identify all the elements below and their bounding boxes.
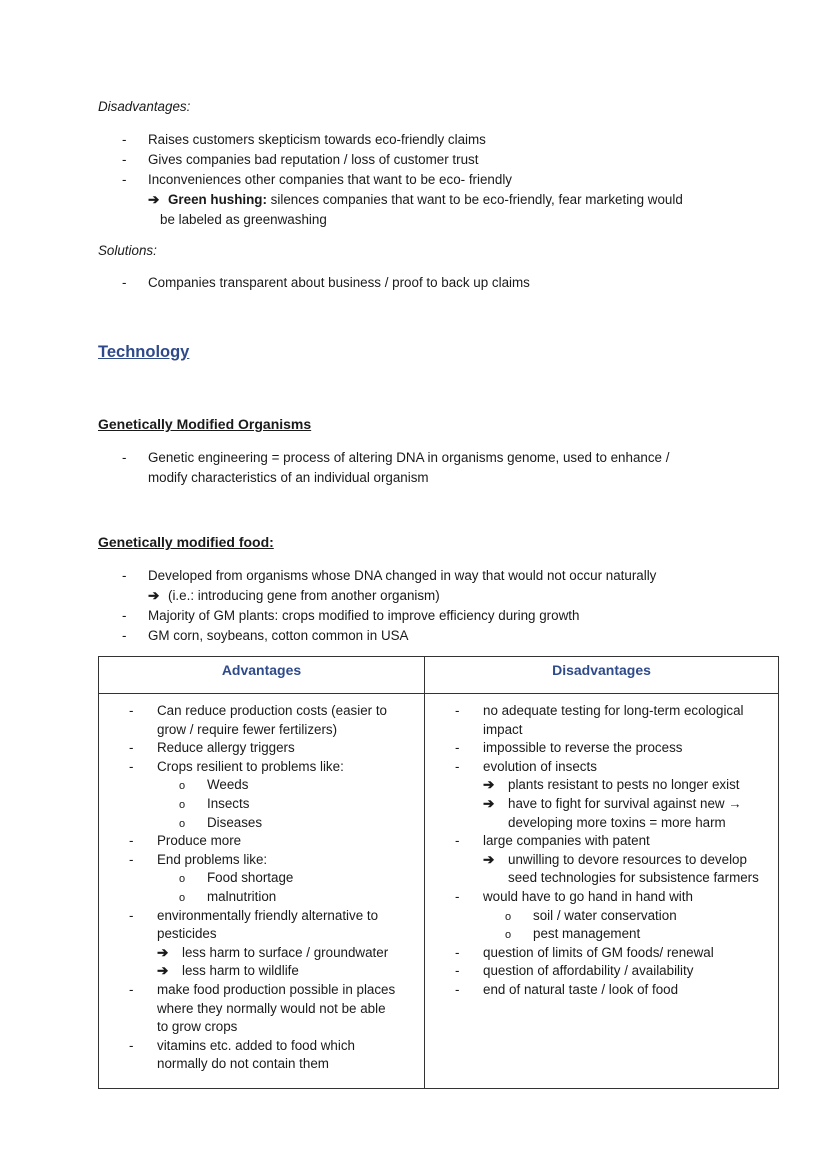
- gmfood-title: Genetically modified food:: [98, 534, 274, 550]
- disadvantage-line: impact: [483, 721, 523, 737]
- disadvantage-line: have to fight for survival against new →: [508, 796, 742, 811]
- arrow-icon: ➔: [157, 963, 169, 979]
- advantage-line: Can reduce production costs (easier to: [157, 703, 387, 718]
- advantage-line: Insects: [207, 796, 250, 811]
- advantage-line: environmentally friendly alternative to: [157, 907, 379, 923]
- advantage-line: less harm to wildlife: [182, 963, 299, 979]
- advantages-header: Advantages: [99, 657, 425, 694]
- advantages-list: [99, 694, 424, 1088]
- section-title-technology: Technology: [98, 343, 190, 361]
- bullet-circle-icon: o: [179, 780, 186, 793]
- list-item: Developed from organisms whose DNA changed in way that would not occur naturally: [148, 568, 657, 583]
- advantage-line: Diseases: [207, 814, 263, 830]
- bullet-dash: -: [455, 889, 460, 904]
- advantage-line: pesticides: [157, 926, 217, 942]
- list-item: GM corn, soybeans, cotton common in USA: [148, 628, 409, 643]
- bullet-dash: -: [455, 944, 460, 960]
- bullet-dash: -: [122, 132, 127, 147]
- advantage-line: make food production possible in places: [157, 982, 396, 997]
- advantage-line: Reduce allergy triggers: [157, 740, 295, 756]
- bullet-dash: -: [455, 963, 460, 979]
- subitem-text: (i.e.: introducing gene from another organism): [168, 588, 440, 603]
- disadvantage-line: end of natural taste / look of food: [483, 982, 679, 997]
- bullet-dash: -: [129, 982, 134, 997]
- green-hushing-term: Green hushing:: [168, 192, 267, 207]
- arrow-icon: ➔: [148, 192, 160, 207]
- advantage-line: Produce more: [157, 833, 242, 849]
- bullet-dash: -: [129, 833, 134, 849]
- advantage-line: Crops resilient to problems like:: [157, 758, 344, 774]
- bullet-dash: -: [122, 172, 127, 187]
- bullet-dash: -: [122, 152, 127, 167]
- disadvantage-line: plants resistant to pests no longer exist: [508, 777, 740, 793]
- disadvantage-line: question of affordability / availability: [483, 963, 694, 979]
- bullet-dash: -: [455, 740, 460, 756]
- advantage-line: to grow crops: [157, 1019, 238, 1035]
- disadvantage-line: unwilling to devore resources to develop: [508, 851, 747, 867]
- arrow-icon: ➔: [483, 851, 495, 867]
- advantage-line: normally do not contain them: [157, 1056, 329, 1072]
- advantages-cell: [99, 694, 425, 1089]
- green-hushing-text: silences companies that want to be eco-friendly, fear marketing would: [266, 192, 683, 207]
- bullet-dash: -: [122, 275, 127, 290]
- advantage-line: End problems like:: [157, 851, 268, 867]
- disadvantage-line: pest management: [533, 926, 641, 942]
- bullet-circle-icon: o: [179, 892, 186, 904]
- bullet-dash: -: [129, 1037, 134, 1053]
- bullet-circle-icon: o: [505, 929, 512, 942]
- bullet-circle-icon: o: [505, 910, 512, 923]
- disadvantages-cell: [425, 694, 779, 1089]
- bullet-dash: -: [122, 450, 127, 465]
- list-item: Inconveniences other companies that want to be eco- friendly: [148, 172, 512, 187]
- bullet-circle-icon: o: [179, 817, 186, 830]
- gm-food-table: [98, 656, 779, 1089]
- bullet-circle-icon: o: [179, 799, 186, 811]
- arrow-icon: ➔: [157, 944, 169, 960]
- green-hushing-line: [148, 190, 683, 210]
- bullet-dash: -: [122, 628, 127, 643]
- bullet-dash: -: [129, 740, 134, 756]
- disadvantages-heading: Disadvantages:: [98, 99, 191, 114]
- bullet-dash: -: [129, 758, 134, 774]
- solutions-heading: Solutions:: [98, 243, 157, 258]
- list-subitem: [148, 586, 440, 606]
- bullet-dash: -: [129, 851, 134, 867]
- list-item: Majority of GM plants: crops modified to improve efficiency during growth: [148, 608, 580, 623]
- bullet-dash: -: [455, 833, 460, 849]
- disadvantage-line: impossible to reverse the process: [483, 740, 683, 756]
- disadvantages-table-list: [425, 694, 778, 1088]
- bullet-dash: -: [122, 568, 127, 583]
- disadvantage-line: seed technologies for subsistence farmers: [508, 870, 759, 886]
- bullet-dash: -: [455, 982, 460, 997]
- disadvantage-line: evolution of insects: [483, 758, 597, 774]
- disadvantage-line: soil / water conservation: [533, 907, 677, 923]
- gmo-title: Genetically Modified Organisms: [98, 416, 312, 432]
- advantage-line: less harm to surface / groundwater: [182, 944, 389, 960]
- disadvantage-line: no adequate testing for long-term ecological: [483, 703, 744, 718]
- advantage-line: malnutrition: [207, 889, 277, 904]
- gmo-item-line1: Genetic engineering = process of altering DNA in organisms genome, used to enhance /: [148, 450, 670, 465]
- bullet-dash: -: [129, 703, 134, 718]
- advantage-line: Food shortage: [207, 870, 294, 886]
- arrow-icon: ➔: [483, 777, 495, 793]
- disadvantage-line: would have to go hand in hand with: [483, 889, 693, 904]
- disadvantage-line: large companies with patent: [483, 833, 650, 849]
- advantage-line: vitamins etc. added to food which: [157, 1037, 355, 1053]
- disadvantage-line: question of limits of GM foods/ renewal: [483, 944, 714, 960]
- gmo-item-line2: modify characteristics of an individual organism: [148, 470, 429, 485]
- arrow-icon: ➔: [483, 796, 495, 811]
- disadvantages-header: Disadvantages: [425, 657, 779, 694]
- bullet-dash: -: [455, 703, 460, 718]
- advantage-line: grow / require fewer fertilizers): [157, 721, 338, 737]
- list-item: Gives companies bad reputation / loss of customer trust: [148, 152, 479, 167]
- list-item: Raises customers skepticism towards eco-friendly claims: [148, 132, 486, 147]
- bullet-dash: -: [455, 758, 460, 774]
- list-item: Companies transparent about business / proof to back up claims: [148, 275, 530, 290]
- bullet-dash: -: [122, 608, 127, 623]
- arrow-icon: ➔: [148, 588, 160, 603]
- advantage-line: where they normally would not be able: [157, 1000, 386, 1016]
- disadvantage-line: developing more toxins = more harm: [508, 814, 726, 830]
- bullet-dash: -: [129, 907, 134, 923]
- advantage-line: Weeds: [207, 777, 249, 793]
- bullet-circle-icon: o: [179, 873, 186, 886]
- green-hushing-cont: be labeled as greenwashing: [160, 212, 327, 227]
